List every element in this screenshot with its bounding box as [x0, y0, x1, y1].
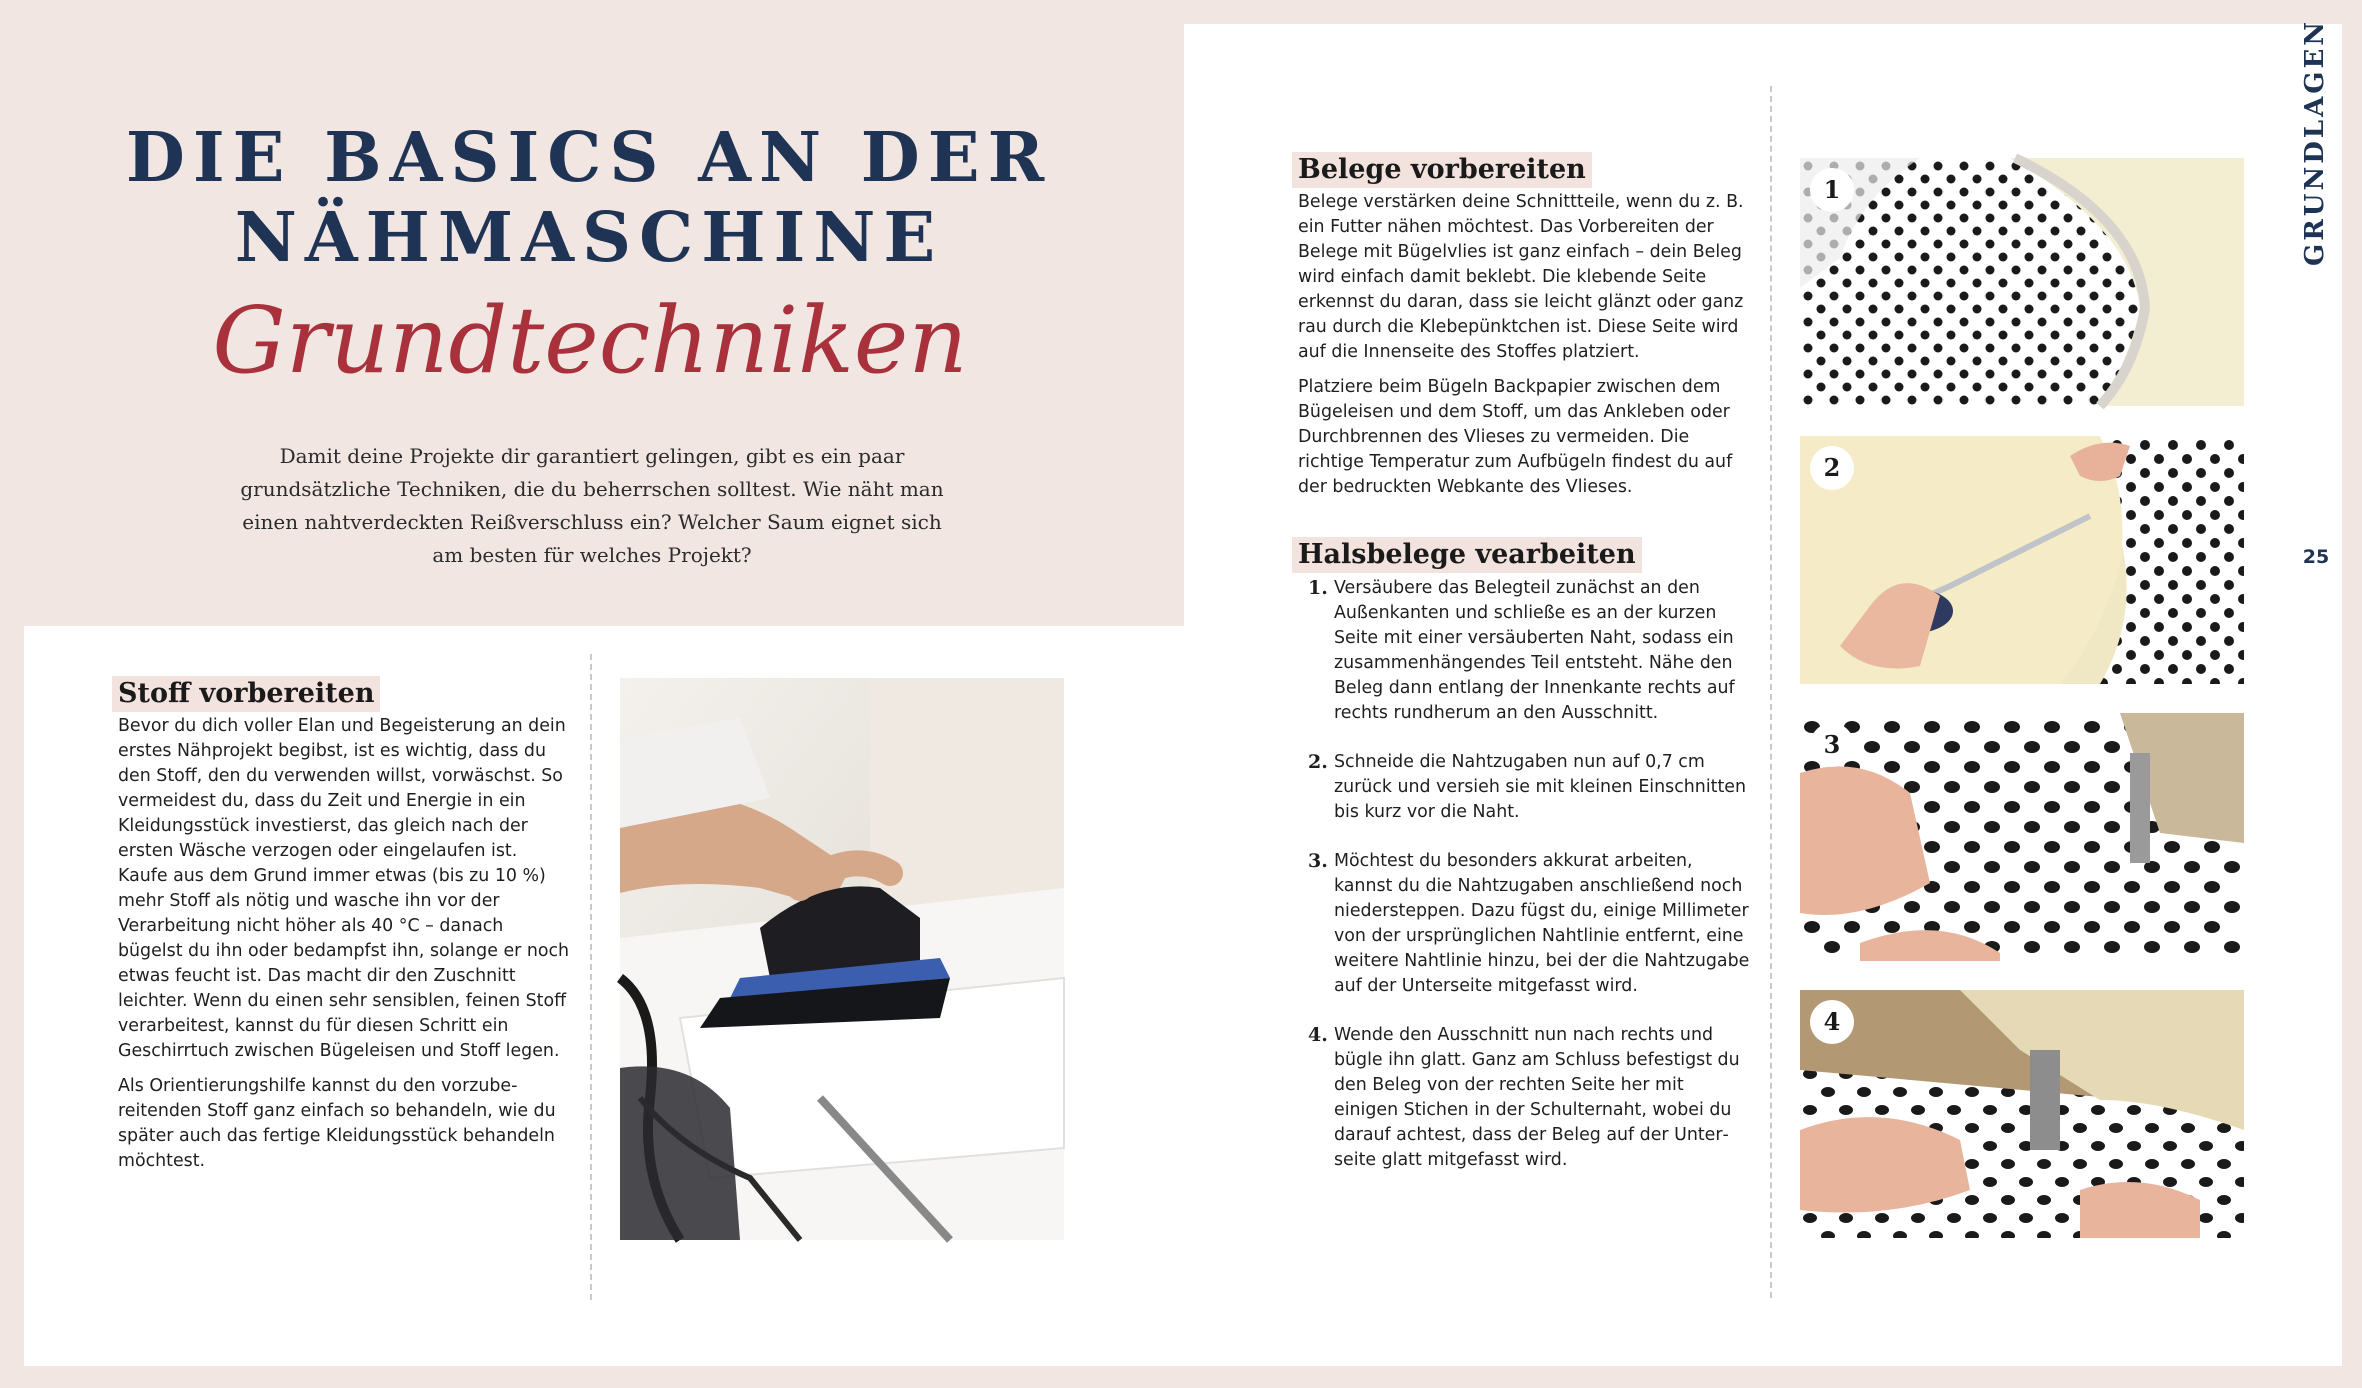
belege-paragraph-2: Platziere beim Bügeln Backpapier zwischen dem Bügeleisen und dem Stoff, um das Ankleben oder Durchbrennen des Vlieses zu vermeiden. Die richtige Temperatur zum Aufbügeln findest du auf der bedruckten Webkante des Vlieses.: [1298, 377, 1733, 497]
sewing-machine-photo: [1800, 990, 2244, 1238]
step-item: [1298, 1023, 1750, 1173]
step-photo-2: [1800, 436, 2244, 684]
column-divider-right: [1770, 86, 1772, 1298]
text-belege-vorbereiten: [1298, 190, 1750, 510]
step-text: Schneide die Nahtzugaben nun auf 0,7 cm zurück und versieh sie mit kleinen Einschnitten bis kurz vor die Naht.: [1334, 752, 1747, 822]
heading-halsbelege-vearbeiten: Halsbelege vearbeiten: [1292, 537, 1642, 573]
cutting-seam-photo: [1800, 436, 2244, 684]
step-number: 3.: [1308, 850, 1328, 872]
sewing-topstitch-photo: [1800, 713, 2244, 961]
heading-belege-vorbereiten: Belege vorbereiten: [1292, 152, 1592, 188]
page-title: [120, 118, 1058, 278]
step-badge-4: 4: [1810, 1000, 1854, 1044]
step-item: [1298, 576, 1750, 726]
step-photo-3: [1800, 713, 2244, 961]
step-number: 2.: [1308, 751, 1328, 773]
page-title-line-1: DIE BASICS AN DER: [125, 118, 1053, 198]
stoff-paragraph-1: Bevor du dich voller Elan und Begeisterung an dein erstes Nähprojekt begibst, ist es wichtig, dass du den Stoff, den du verwenden willst, vorwäschst. So vermeidest du, dass du Zeit und Energie in ein Kleidungsstück investierst, das gleich nach der ersten Wäsche verzogen oder eingelaufen ist. Kaufe aus dem Grund immer etwas (bis zu 10 %) mehr Stoff als nötig und wasche ihn vor der Verarbeitung nicht höher als 40 °C – danach bügelst du ihn oder bedampfst ihn, solange er noch etwas feucht ist. Das macht dir den Zuschnitt leichter. Wenn du einen sehr sensiblen, feinen Stoff verarbeitest, kannst du für diesen Schritt ein Geschirrtuch zwischen Bügeleisen und Stoff legen.: [118, 716, 570, 1061]
text-stoff-vorbereiten: [118, 714, 570, 1184]
ironing-illustration: [620, 678, 1064, 1240]
step-badge-3: 3: [1810, 723, 1854, 767]
step-photo-1: [1800, 158, 2244, 406]
heading-stoff-vorbereiten: Stoff vorbereiten: [112, 676, 380, 712]
steps-list: [1298, 576, 1750, 1197]
polka-fabric-photo: [1800, 158, 2244, 406]
script-subtitle: [212, 262, 968, 452]
step-number: 4.: [1308, 1024, 1328, 1046]
script-subtitle-text: Grundtechniken: [212, 287, 968, 394]
step-item: [1298, 849, 1750, 999]
belege-paragraph-1: Belege verstärken deine Schnittteile, wenn du z. B. ein Futter nähen möchtest. Das Vorbereiten der Belege mit Bügelvlies ist ganz einfach – dein Beleg wird einfach damit beklebt. Die klebende Seite erkennst du daran, dass sie leicht glänzt oder ganz rau durch die Klebepünktchen ist. Diese Seite wird auf die Innenseite des Stoffes platziert.: [1298, 192, 1744, 362]
step-photo-4: [1800, 990, 2244, 1238]
page-number: 25: [2302, 546, 2330, 568]
step-item: [1298, 750, 1750, 825]
step-badge-1: 1: [1810, 168, 1854, 212]
step-text: Möchtest du besonders akkurat arbeiten, kannst du die Nahtzugaben anschließend noch niedersteppen. Dazu fügst du, einige Millimeter von der ursprünglichen Nahtlinie entfernt, eine weitere Nahtlinie hinzu, bei der die Nahtzugabe auf der Unterseite mitgefasst wird.: [1334, 851, 1750, 996]
step-text: Wende den Ausschnitt nun nach rechts und bügle ihn glatt. Ganz am Schluss befestigst du den Beleg von der rechten Seite her mit einigen Stichen in der Schulternaht, wobei du darauf achtest, dass der Beleg auf der Unterseite glatt mitgefasst wird.: [1334, 1025, 1740, 1170]
step-number: 1.: [1308, 577, 1328, 599]
step-badge-2: 2: [1810, 446, 1854, 490]
chapter-side-label: GRUNDLAGEN: [2300, 18, 2330, 266]
intro-paragraph: Damit deine Projekte dir garantiert gelingen, gibt es ein paar grundsätzliche Techniken, die du beherrschen solltest. Wie näht man einen nahtverdeckten Reißverschluss ein? Welcher Saum eignet sich am besten für welches Projekt?: [240, 444, 944, 567]
step-text: Versäubere das Belegteil zunächst an den Außenkanten und schließe es an der kurzen Seite mit einer versäuberten Naht, sodass ein zusammenhängendes Teil entsteht. Nähe den Beleg dann entlang der Innenkante rechts auf rechts rundherum an den Ausschnitt.: [1334, 578, 1735, 723]
column-divider-left: [590, 654, 592, 1300]
photo-ironing-fabric: [620, 678, 1064, 1240]
stoff-paragraph-2: Als Orientierungshilfe kannst du den vorzubereitenden Stoff ganz einfach so behandeln, wie du später auch das fertige Kleidungsstück behandeln möchtest.: [118, 1076, 556, 1171]
page-title-line-2: NÄHMASCHINE: [234, 198, 944, 278]
